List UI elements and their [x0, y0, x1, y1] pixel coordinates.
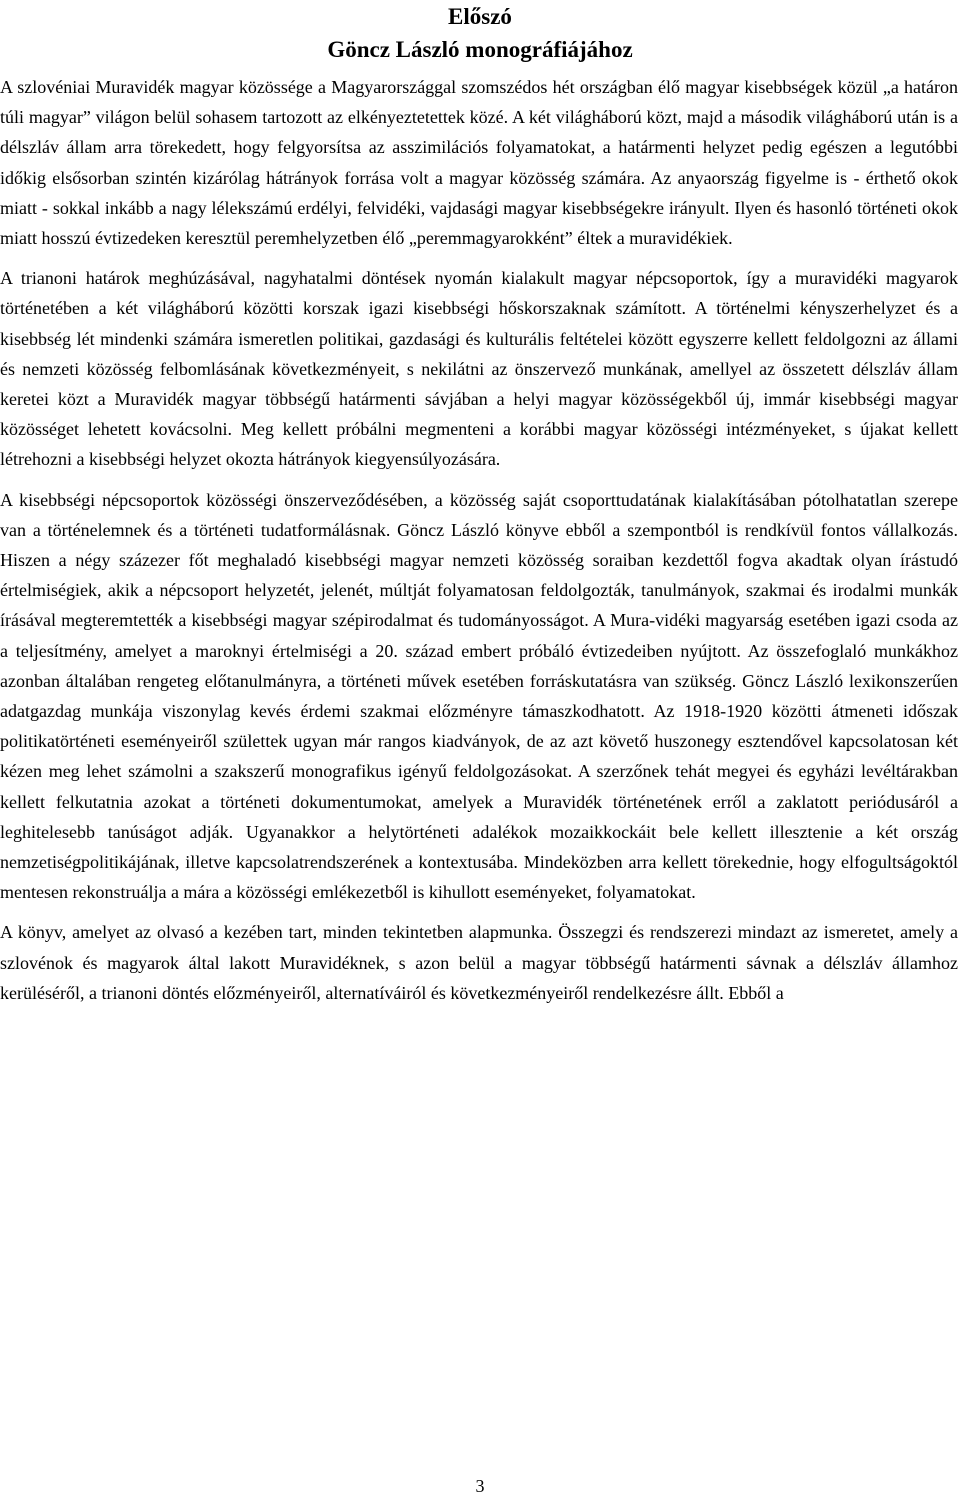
paragraph-4: A könyv, amelyet az olvasó a kezében tart, minden tekintetben alapmunka. Összegzi és rendszerezi mindazt az ismeretet, amely a szlovénok és magyarok által lakott Muravidéknek, s azon belül a magyar többségű határmenti sávnak a délszláv államhoz kerüléséről, a trianoni döntés előzményeiről, alternatíváiról és következményeiről rendelkezésre állt. Ebből a	[0, 922, 958, 1003]
title-line-1: Előszó	[448, 4, 512, 29]
document-title	[0, 0, 960, 66]
paragraph-2: A trianoni határok meghúzásával, nagyhatalmi döntések nyomán kialakult magyar népcsoportok, így a muravidéki magyarok történetében a két világháború közötti korszak igazi kisebbségi hőskorszaknak számított. A történelmi kényszerhelyzet és a kisebbség lét mindenki számára ismeretlen politikai, gazdasági és kulturális feltételei között egyszerre kellett feldolgozni az állami és nemzeti közösség felbomlásának következményeit, s nekilátni az önszervező munkának, amellyel az összetett délszláv állam keretei közt a Muravidék magyar többségű határmenti sávjában a helyi magyar közösségekből új, immár kisebbségi magyar közösséget lehetett kovácsolni. Meg kellett próbálni megmenteni a korábbi magyar közösségi intézményeket, s újakat kellett létrehozni a kisebbségi helyzet okozta hátrányok kiegyensúlyozására.	[0, 268, 958, 470]
document-body	[0, 72, 958, 1018]
page-number: 3	[475, 1476, 485, 1496]
paragraph-1: A szlovéniai Muravidék magyar közössége a Magyarországgal szomszédos hét országban élő magyar kisebbségek közül „a határon túli magyar” világon belül sohasem tartozott az elkényeztetettek közé. A két világháború közt, majd a második világháború után is a délszláv állam arra törekedett, hogy felgyorsítsa az asszimilációs folyamatokat, a határmenti helyzet pedig egészen a legutóbbi időkig elsősorban szintén kizárólag hátrányok forrása volt a magyar közösség számára. Az anyaország figyelme is - érthető okok miatt - sokkal inkább a nagy lélekszámú erdélyi, felvidéki, vajdasági magyar kisebbségekre irányult. Ilyen és hasonló történeti okok miatt hosszú évtizedeken keresztül peremhelyzetben élő „peremmagyarokként” éltek a muravidékiek.	[0, 77, 958, 249]
title-line-2: Göncz László monográfiájához	[327, 37, 633, 62]
paragraph-3: A kisebbségi népcsoportok közösségi önszerveződésében, a közösség saját csoporttudatának kialakításában pótolhatatlan szerepe van a történelemnek és a történeti tudatformálásnak. Göncz László könyve ebből a szempontból is rendkívül fontos vállalkozás. Hiszen a négy százezer főt meghaladó kisebbségi magyar nemzeti közösség soraiban kezdettől fogva akadtak olyan írástudó értelmiségiek, akik a népcsoport helyzetét, jelenét, múltját folyamatosan feldolgozták, tanulmányok, szakmai és irodalmi munkák írásával megteremtették a kisebbségi magyar szépirodalmat és tudományosságot. A Mura-vidéki magyarság esetében igazi csoda az a teljesítmény, amelyet a maroknyi értelmiségi a 20. század embert próbáló évtizedeiben nyújtott. Az összefoglaló munkákhoz azonban általában rengeteg előtanulmányra, a történeti művek esetében forráskutatásra van szükség. Göncz László lexikonszerűen adatgazdag munkája viszonylag kevés érdemi szakmai előzményre támaszkodhatott. Az 1918-1920 közötti átmeneti időszak politikatörténeti eseményeiről születtek ugyan már rangos kiadványok, de az azt követő huszonegy esztendővel kapcsolatosan két kézen meg lehet számolni a szakszerű monografikus igényű feldolgozásokat. A szerzőnek tehát megyei és egyházi levéltárakban kellett felkutatnia azokat a történeti dokumentumokat, amelyek a Muravidék történetének erről a zaklatott periódusáról a leghitelesebb tanúságot adják. Ugyanakkor a helytörténeti adalékok mozaikkockáit bele kellett illesztenie a két ország nemzetiségpolitikájának, illetve kapcsolatrendszerének a kontextusába. Mindeközben arra kellett törekednie, hogy elfogultságoktól mentesen rekonstruálja a mára a közösségi emlékezetből is kihullott eseményeket, folyamatokat.	[0, 489, 958, 903]
